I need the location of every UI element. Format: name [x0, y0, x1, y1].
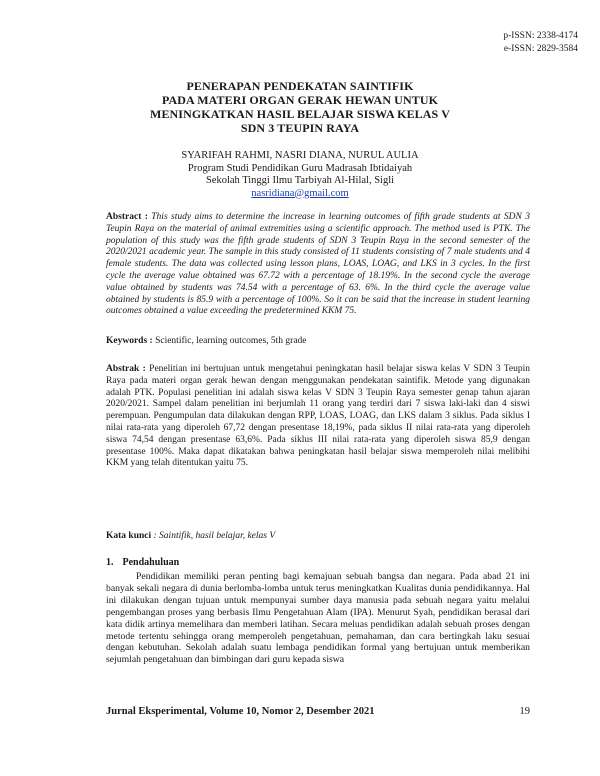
keywords-indonesian: [106, 531, 530, 543]
abstract-indonesian: [106, 364, 530, 470]
section-number: 1.: [106, 557, 114, 568]
keywords-en-label: Keywords :: [106, 336, 153, 346]
paper-title: [60, 79, 540, 135]
author-block: [60, 150, 540, 200]
author-names: SYARIFAH RAHMI, NASRI DIANA, NURUL AULIA: [181, 150, 419, 161]
abstract-en-text: This study aims to determine the increase in learning outcomes of fifth grade students at SDN 3 Teupin Raya on the material of animal extremities using a scientific approach. The method used is PTK. The population of this study was the fifth grade students of SDN 3 Teupin Raya in the second semester of the 2020/2021 academic year. The sample in this study consisted of 11 students consisting of 7 male students and 4 female students. The data was collected using lesson plans, LOAS, LOAG, and LKS in 3 cycles. In the first cycle the average value obtained was 67.72 with a percentage of 18.19%. In the second cycle the average value obtained by students was 74.54 with a percentage of 63. 6%. In the third cycle the average value obtained by students is 85.9 with a percentage of 100%. So it can be said that the increase in student learning outcomes obtained a value exceeding the predetermined KKM 75.: [106, 212, 530, 317]
author-email-link[interactable]: nasridiana@gmail.com: [251, 187, 349, 199]
keywords-english: [106, 336, 530, 348]
e-issn: e-ISSN: 2829-3584: [503, 44, 578, 54]
abstract-id-text: Penelitian ini bertujuan untuk mengetahui peningkatan hasil belajar siswa kelas V SDN 3 Teupin Raya pada materi organ gerak hewan dengan menggunakan pendekatan saintifik. Metode yang digunakan adalah PTK. Populasi penelitian ini adalah siswa kelas V SDN 3 Teupin Raya semester genap tahun ajaran 2020/2021. Sampel dalam penelitian ini berjumlah 11 orang yang terdiri dari 7 siswa laki-laki dan 4 siswi perempuan. Pengumpulan data dilakukan dengan RPP, LOAS, LOAG, dan LKS dalam 3 siklus. Pada siklus I nilai rata-rata yang diperoleh 67,72 dengan presentase 18,19%, pada siklus II nilai rata-rata yang diperoleh siswa 74,54 dengan presentase 63,6%. Pada siklus III nilai rata-rata yang diperoleh siswa 85,9 dengan presentase 100%. Maka dapat dikatakan bahwa peningkatan hasil belajar siswa memperoleh nilai melibihi KKM yang telah ditentukan yaitu 75.: [106, 364, 531, 469]
journal-footer: Jurnal Eksperimental, Volume 10, Nomor 2, Desember 2021: [106, 706, 375, 717]
author-institution: Sekolah Tinggi Ilmu Tarbiyah Al-Hilal, Sigli: [205, 175, 395, 186]
author-program: Program Studi Pendidikan Guru Madrasah Ibtidaiyah: [187, 162, 413, 174]
keywords-id-label: Kata kunci: [106, 531, 152, 541]
title-line-4: SDN 3 TEUPIN RAYA: [240, 121, 360, 135]
section-paragraph: Pendidikan memiliki peran penting bagi kemajuan sebuah bangsa dan negara. Pada abad 21 ini banyak sekali negara di dunia berlomba-lomba untuk terus meningkatkan Kualitas dunia pendidikannya. Hal ini dilakukan dengan tujuan untuk mempunyai sumber daya manusia pada sebuah negara yaitu melalui pengembangan proses yang berbasis Ilmu Pengetahuan Alam (IPA). Menurut Syah, pendidikan berasal dari kata didik artinya memelihara dan memberi latihan. Secara meluas pendidikan adalah sebuah proses dengan metode tertentu sehingga orang memperoleh pengetahuan, pemahaman, dan cara bertingkah laku sesuai dengan kebutuhan. Sekolah adalah suatu lembaga pendidikan formal yang bertujuan untuk memberikan sejumlah pengetahuan dan bimbingan dari guru kepada siswa: [106, 571, 530, 666]
issn-block: [503, 30, 578, 56]
title-line-3: MENINGKATKAN HASIL BELAJAR SISWA KELAS V: [150, 107, 450, 121]
section-heading: [106, 557, 530, 568]
abstract-english: [106, 212, 530, 318]
section-title: Pendahuluan: [122, 557, 180, 568]
keywords-id-text: : Saintifik, hasil belajar, kelas V: [153, 531, 276, 541]
title-line-1: PENERAPAN PENDEKATAN SAINTIFIK: [186, 79, 414, 93]
keywords-en-text: Scientific, learning outcomes, 5th grade: [155, 336, 307, 346]
abstract-en-label: Abstract :: [106, 212, 148, 222]
abstract-id-label: Abstrak :: [106, 364, 146, 374]
p-issn: p-ISSN: 2338-4174: [503, 31, 578, 41]
page-number: 19: [519, 706, 530, 717]
title-line-2: PADA MATERI ORGAN GERAK HEWAN UNTUK: [161, 93, 439, 107]
